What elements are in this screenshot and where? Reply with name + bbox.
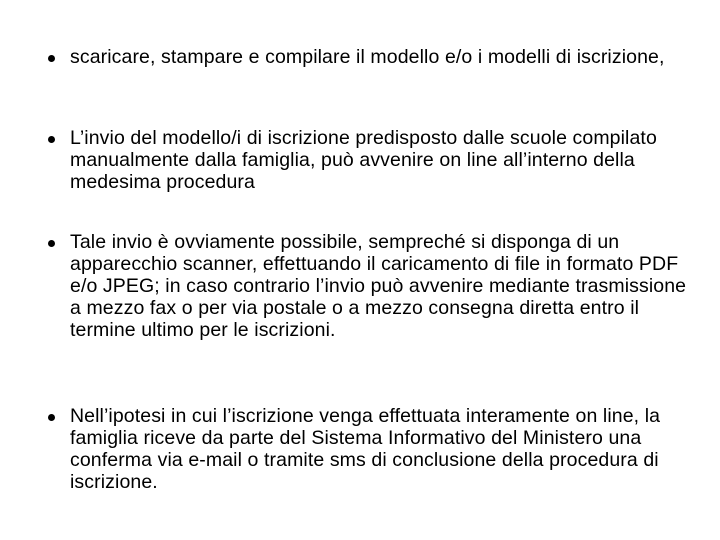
bullet-dot-icon [48,414,55,421]
bullet-dot-icon [48,240,55,247]
list-item [48,127,688,193]
list-item [48,231,688,341]
bullet-text: Nell’ipotesi in cui l’iscrizione venga effettuata interamente on line, la famiglia riceve da parte del Sistema Informativo del Ministero una conferma via e-mail o tramite sms di conclusione della procedura di iscrizione. [70,405,661,493]
bullet-dot-icon [48,136,55,143]
bullet-text: Tale invio è ovviamente possibile, sempreché si disponga di un apparecchio scanner, effettuando il caricamento di file in formato PDF e/o JPEG; in caso contrario l’invio può avvenire mediante trasmissione a mezzo fax o per via postale o a mezzo consegna diretta entro il termine ultimo per le iscrizioni. [70,231,687,341]
bullet-text: L’invio del modello/i di iscrizione predisposto dalle scuole compilato manualmente dalla famiglia, può avvenire on line all’interno della medesima procedura [70,127,657,193]
list-item [48,405,688,493]
bullet-text: scaricare, stampare e compilare il modello e/o i modelli di iscrizione, [70,46,665,68]
bullet-dot-icon [48,55,55,62]
list-item [48,46,688,68]
